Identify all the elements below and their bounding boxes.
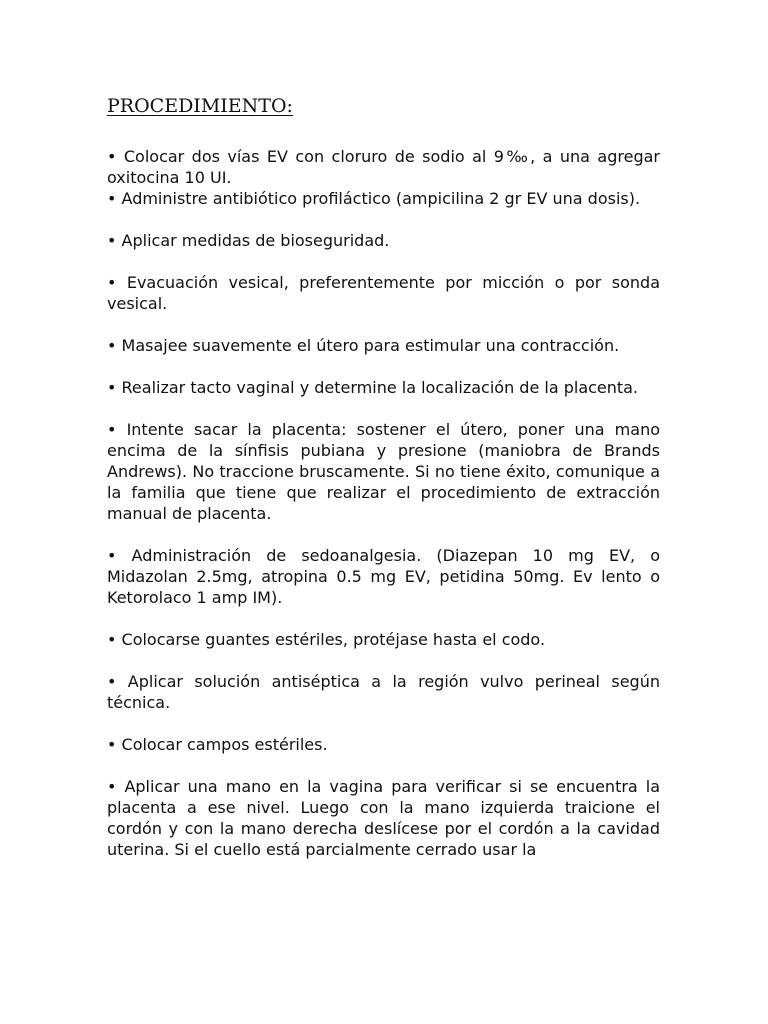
procedure-item-3: • Aplicar medidas de bioseguridad. [107, 231, 390, 250]
procedure-item-5: • Masajee suavemente el útero para estimular una contracción. [107, 336, 620, 355]
procedure-item-4: • Evacuación vesical, preferentemente por micción o por sonda vesical. [107, 273, 660, 313]
procedure-item-12: • Aplicar una mano en la vagina para verificar si se encuentra la placenta a ese nivel. Luego con la mano izquierda traicione el cordón y con la mano derecha deslícese por el cordón a la cavidad uterina. Si el cuello está parcialmente cerrado usar la [107, 777, 660, 859]
procedure-item-6: • Realizar tacto vaginal y determine la localización de la placenta. [107, 378, 639, 397]
procedure-item-9: • Colocarse guantes estériles, protéjase hasta el codo. [107, 630, 546, 649]
procedure-item-1: • Colocar dos vías EV con cloruro de sodio al 9‰, a una agregar oxitocina 10 UI. [107, 147, 660, 187]
procedure-list [107, 146, 660, 860]
procedure-item-11: • Colocar campos estériles. [107, 735, 328, 754]
procedure-item-2: • Administre antibiótico profiláctico (ampicilina 2 gr EV una dosis). [107, 189, 641, 208]
section-heading: PROCEDIMIENTO: [107, 95, 293, 117]
procedure-item-8: • Administración de sedoanalgesia. (Diazepan 10 mg EV, o Midazolan 2.5mg, atropina 0.5 mg EV, petidina 50mg. Ev lento o Ketorolaco 1 amp IM). [107, 546, 660, 607]
procedure-item-7: • Intente sacar la placenta: sostener el útero, poner una mano encima de la sínfisis pubiana y presione (maniobra de Brands Andrews). No traccione bruscamente. Si no tiene éxito, comunique a la familia que tiene que realizar el procedimiento de extracción manual de placenta. [107, 420, 660, 523]
procedure-item-10: • Aplicar solución antiséptica a la región vulvo perineal según técnica. [107, 672, 660, 712]
